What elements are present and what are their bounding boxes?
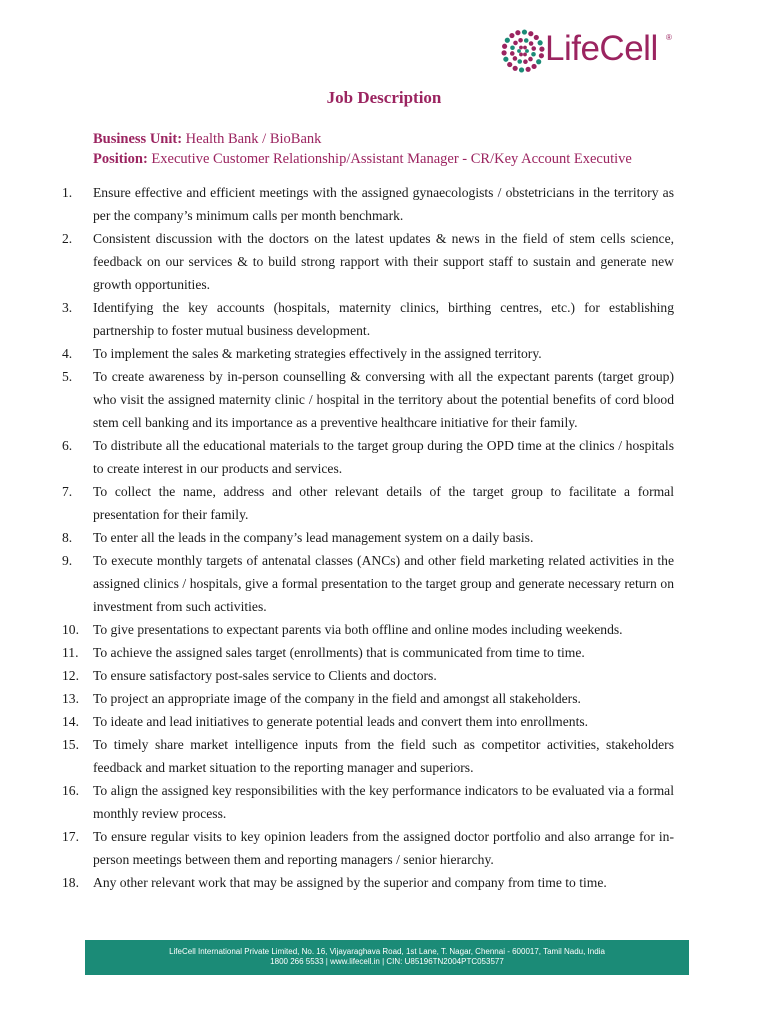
list-item-text: To execute monthly targets of antenatal classes (ANCs) and other field marketing related activities in the assigned clinics / hospitals, give a formal presentation to the target group and generate necessary return on investment from such activities.	[93, 553, 674, 614]
position-row	[93, 149, 632, 169]
list-item	[62, 434, 674, 480]
list-item-text: To implement the sales & marketing strategies effectively in the assigned territory.	[93, 346, 542, 361]
list-item-text: To collect the name, address and other relevant details of the target group to facilitate a formal presentation for their family.	[93, 484, 674, 522]
list-item	[62, 687, 674, 710]
list-item	[62, 641, 674, 664]
list-item-text: To ensure satisfactory post-sales service to Clients and doctors.	[93, 668, 437, 683]
list-item-number: 13.	[62, 691, 79, 706]
list-item-text: To timely share market intelligence inputs from the field such as competitor activities, stakeholders feedback and market situation to the reporting manager and superiors.	[93, 737, 674, 775]
list-item-number: 12.	[62, 668, 79, 683]
list-item-text: To achieve the assigned sales target (enrollments) that is communicated from time to time.	[93, 645, 585, 660]
list-item-number: 1.	[62, 185, 73, 200]
footer-contact: 1800 266 5533 | www.lifecell.in | CIN: U85196TN2004PTC053577	[270, 957, 504, 966]
list-item	[62, 296, 674, 342]
footer-bar	[85, 940, 689, 975]
list-item-text: Consistent discussion with the doctors on the latest updates & news in the field of stem cells science, feedback on our services & to build strong rapport with their support staff to sustain and generate new growth opportunities.	[93, 231, 674, 292]
registered-mark: ®	[666, 33, 672, 42]
list-item-number: 6.	[62, 438, 73, 453]
business-unit-label: Business Unit:	[93, 131, 183, 147]
list-item-number: 5.	[62, 369, 73, 384]
list-item-number: 2.	[62, 231, 73, 246]
list-item	[62, 825, 674, 871]
list-item-number: 8.	[62, 530, 73, 545]
list-item-number: 18.	[62, 875, 79, 890]
page-title: Job Description	[326, 88, 442, 107]
list-item-text: To project an appropriate image of the company in the field and amongst all stakeholders.	[93, 691, 581, 706]
list-item-text: To create awareness by in-person counselling & conversing with all the expectant parents (target group) who visit the assigned maternity clinic / hospital in the territory about the potential benefits of cord blood stem cell banking and its importance as a preventive healthcare initiative for their family.	[93, 369, 674, 430]
dots-circle-icon	[496, 24, 550, 78]
list-item-text: To distribute all the educational materials to the target group during the OPD time at the clinics / hospitals to create interest in our products and services.	[93, 438, 674, 476]
list-item-number: 9.	[62, 553, 73, 568]
list-item	[62, 365, 674, 434]
list-item-number: 10.	[62, 622, 79, 637]
position-label: Position:	[93, 151, 148, 167]
list-item	[62, 871, 674, 894]
list-item	[62, 181, 674, 227]
list-item	[62, 526, 674, 549]
list-item-text: To ideate and lead initiatives to generate potential leads and convert them into enrollments.	[93, 714, 589, 729]
list-item	[62, 618, 674, 641]
list-item-text: To give presentations to expectant parents via both offline and online modes including weekends.	[93, 622, 623, 637]
list-item	[62, 664, 674, 687]
brand-name: LifeCell	[545, 29, 658, 68]
list-item	[62, 549, 674, 618]
position-value: Executive Customer Relationship/Assistant Manager - CR/Key Account Executive	[151, 151, 632, 167]
list-item-number: 17.	[62, 829, 79, 844]
list-item-text: To enter all the leads in the company’s lead management system on a daily basis.	[93, 530, 534, 545]
list-item-number: 14.	[62, 714, 79, 729]
list-item-number: 3.	[62, 300, 73, 315]
list-item-number: 16.	[62, 783, 79, 798]
list-item	[62, 342, 674, 365]
list-item-number: 11.	[62, 645, 79, 660]
business-unit-row	[93, 129, 632, 149]
list-item-text: To align the assigned key responsibilities with the key performance indicators to be evaluated via a formal monthly review process.	[93, 783, 674, 821]
job-meta	[93, 129, 632, 169]
list-item	[62, 779, 674, 825]
list-item-text: To ensure regular visits to key opinion leaders from the assigned doctor portfolio and also arrange for in-person meetings between them and reporting managers / senior hierarchy.	[93, 829, 674, 867]
list-item-text: Ensure effective and efficient meetings with the assigned gynaecologists / obstetricians in the territory as per the company’s minimum calls per month benchmark.	[93, 185, 674, 223]
list-item-number: 4.	[62, 346, 73, 361]
responsibilities-list	[62, 181, 674, 894]
footer-address: LifeCell International Private Limited, No. 16, Vijayaraghava Road, 1st Lane, T. Nagar, Chennai - 600017, Tamil Nadu, India	[169, 947, 605, 956]
list-item-text: Identifying the key accounts (hospitals, maternity clinics, birthing centres, etc.) for establishing partnership to foster mutual business development.	[93, 300, 674, 338]
list-item	[62, 480, 674, 526]
list-item	[62, 710, 674, 733]
list-item	[62, 733, 674, 779]
business-unit-value: Health Bank / BioBank	[185, 131, 322, 147]
list-item-text: Any other relevant work that may be assigned by the superior and company from time to time.	[93, 875, 607, 890]
list-item-number: 7.	[62, 484, 73, 499]
list-item-number: 15.	[62, 737, 79, 752]
list-item	[62, 227, 674, 296]
